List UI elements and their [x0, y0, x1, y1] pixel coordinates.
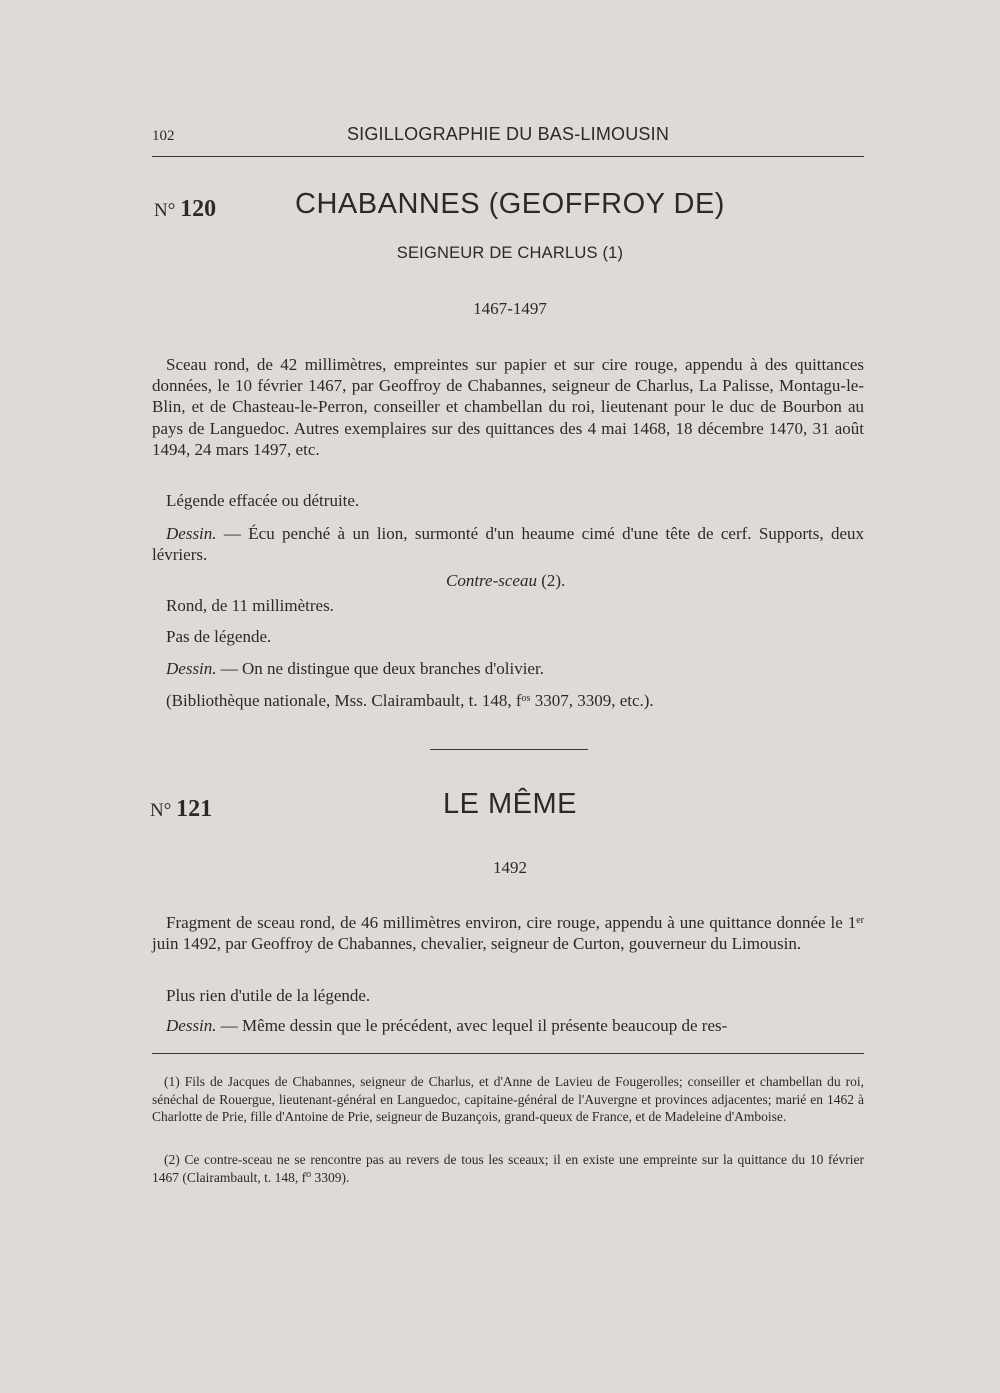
entry-120-dates: 1467-1497: [473, 299, 547, 318]
entry-120-counter-dessin: [166, 658, 544, 679]
entry-120-counter-legend: Pas de légende.: [166, 627, 272, 646]
footnote-2-superscript: o: [306, 1168, 312, 1180]
entry-121-dessin-label: Dessin.: [166, 1016, 217, 1035]
entry-120-dessin-label: Dessin.: [166, 524, 217, 543]
footnote-rule: [152, 1053, 864, 1054]
entry-121-dessin-text: — Même dessin que le précédent, avec lequel il présente beaucoup de res-: [216, 1016, 728, 1035]
entry-120-number-prefix: N°: [154, 200, 176, 221]
footnote-1-text: (1) Fils de Jacques de Chabannes, seigneur de Charlus, et d'Anne de Lavieu de Fougerolles; conseiller et chambellan du roi, sénéchal de Rouergue, lieutenant-général en Languedoc, capitaine-général de l'Auvergne et provinces adjacentes; marié en 1462 à Charlotte de Prie, fille d'Antoine de Prie, seigneur de Buzançois, grand-queux de France, et de Madeleine d'Amboise.: [152, 1074, 864, 1125]
page-number: 102: [152, 128, 175, 144]
entry-120-legend: Légende effacée ou détruite.: [166, 491, 360, 510]
source-superscript: os: [521, 693, 531, 704]
entry-121-dessin: [152, 1015, 864, 1036]
source-text-before: (Bibliothèque nationale, Mss. Clairambault, t. 148, f: [166, 691, 522, 710]
entry-120-counter-dessin-label: Dessin.: [166, 659, 217, 678]
running-head: [152, 124, 864, 148]
entry-120-contre-sceau-heading: [446, 570, 565, 591]
running-title: SIGILLOGRAPHIE DU BAS-LIMOUSIN: [346, 124, 670, 144]
entry-121-date: 1492: [493, 858, 527, 877]
entry-separator: [430, 749, 588, 750]
entry-121-number-prefix: N°: [150, 800, 172, 821]
entry-120-source: [166, 690, 654, 711]
entry-121-legend: Plus rien d'utile de la légende.: [166, 986, 371, 1005]
entry-120-dessin-text: — Écu penché à un lion, surmonté d'un heaume cimé d'une tête de cerf. Supports, deux lévriers.: [152, 524, 864, 565]
footnote-2-text-before: (2) Ce contre-sceau ne se rencontre pas au revers de tous les sceaux; il en existe une empreinte sur la quittance du 10 février 1467 (Clairambault, t. 148, f: [152, 1152, 864, 1185]
entry-121-title: LE MÊME: [442, 788, 578, 820]
contre-sceau-note: (2).: [536, 571, 566, 590]
entry-120-counter-size: Rond, de 11 millimètres.: [166, 596, 334, 615]
source-text-after: 3307, 3309, etc.).: [530, 691, 654, 710]
contre-sceau-label: Contre-sceau: [446, 571, 537, 590]
entry-120-subtitle: SEIGNEUR DE CHARLUS (1): [396, 244, 624, 262]
entry-121-description-after: juin 1492, par Geoffroy de Chabannes, chevalier, seigneur de Curton, gouverneur du Limousin.: [152, 934, 802, 954]
entry-120-number-value: 120: [180, 196, 217, 222]
entry-121-description-before: Fragment de sceau rond, de 46 millimètres environ, cire rouge, appendu à une quittance donnée le 1: [166, 913, 857, 932]
footnote-2: [152, 1151, 864, 1186]
entry-121-number-value: 121: [176, 796, 213, 822]
footnote-1: [152, 1073, 864, 1126]
header-rule: [152, 156, 864, 157]
entry-120-counter-dessin-text: — On ne distingue que deux branches d'olivier.: [216, 659, 544, 678]
footnote-2-text-after: 3309).: [311, 1169, 350, 1185]
entry-120-dessin: [152, 523, 864, 565]
entry-121-description: [152, 912, 864, 954]
entry-120-description-text: Sceau rond, de 42 millimètres, empreintes sur papier et sur cire rouge, appendu à des quittances données, le 10 février 1467, par Geoffroy de Chabannes, seigneur de Charlus, La Palisse, Montagu-le-Blin, et de Chasteau-le-Perron, conseiller et chambellan du roi, lieutenant pour le duc de Bourbon au pays de Languedoc. Autres exemplaires sur des quittances des 4 mai 1468, 18 décembre 1470, 31 août 1494, 24 mars 1497, etc.: [152, 355, 864, 459]
entry-120-number: [154, 196, 216, 223]
entry-120-description: [152, 354, 864, 460]
entry-120-title: CHABANNES (GEOFFROY DE): [295, 188, 725, 220]
entry-121-number: [150, 796, 212, 823]
entry-121-description-sup: er: [856, 915, 864, 926]
